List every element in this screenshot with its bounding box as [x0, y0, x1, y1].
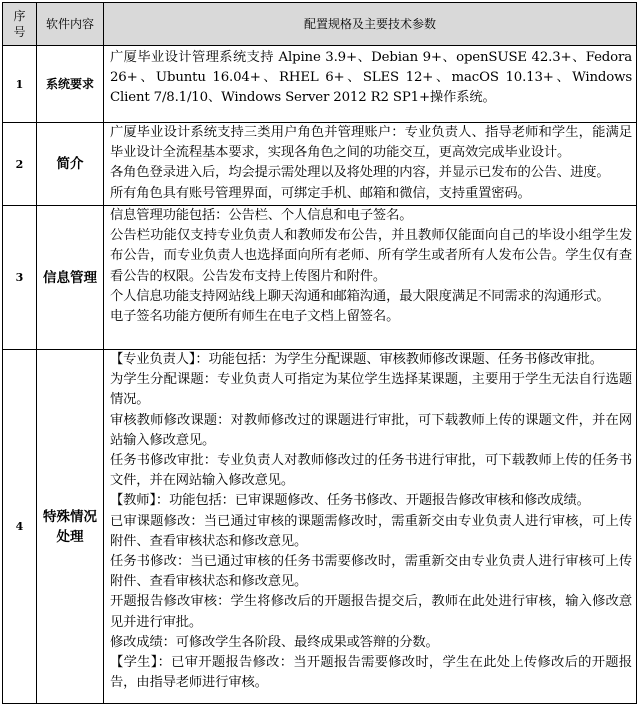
row-name: 系统要求 — [37, 46, 104, 123]
desc-paragraph: 广厦毕业设计系统支持三类用户角色并管理账户：专业负责人、指导老师和学生，能满足毕业设计全流程基本要求，实现各角色之间的功能交互，更高效完成毕业设计。 — [110, 125, 632, 161]
table-row-2 — [3, 123, 637, 206]
header-row — [3, 3, 637, 46]
desc-paragraph: 个人信息功能支持网站线上聊天沟通和邮箱沟通，最大限度满足不同需求的沟通形式。 — [110, 288, 610, 304]
spec-table — [2, 2, 637, 704]
desc-paragraph: 所有角色具有账号管理界面，可绑定手机、邮箱和微信，支持重置密码。 — [110, 185, 531, 201]
desc-paragraph: 修改成绩：可修改学生各阶段、最终成果或答辩的分数。 — [110, 634, 439, 650]
row-desc — [104, 123, 637, 206]
row-number: 4 — [3, 350, 37, 704]
desc-paragraph: 任务书修改：当已通过审核的任务书需要修改时，需重新交由专业负责人进行审核可上传附件、查看审核状态和修改意见。 — [110, 554, 632, 590]
row-number: 2 — [3, 123, 37, 206]
desc-paragraph: 信息管理功能包括：公告栏、个人信息和电子签名。 — [110, 208, 413, 223]
row-name: 信息管理 — [37, 206, 104, 350]
desc-paragraph: 各角色登录进入后，均会提示需处理以及将处理的内容，并显示已发布的公告、进度。 — [110, 165, 610, 181]
desc-paragraph: 【教师】：功能包括：已审课题修改、任务书修改、开题报告修改审核和修改成绩。 — [110, 493, 590, 509]
row-desc — [104, 46, 637, 123]
header-spec: 配置规格及主要技术参数 — [104, 3, 637, 46]
table-row-4 — [3, 350, 637, 704]
desc-paragraph: 广厦毕业设计管理系统支持 Alpine 3.9+、Debian 9+、openSUSE 42.3+、Fedora 26+、Ubuntu 16.04+、RHEL 6+、SLES 12+、macOS 10.13+、Windows Client 7/8.1/10、Windows Server 2012 R2 SP1+操作系统。 — [110, 50, 632, 106]
header-name: 软件内容 — [37, 3, 104, 46]
desc-paragraph: 任务书修改审批：专业负责人对教师修改过的任务书进行审批，可下载教师上传的任务书文件，并在网站输入修改意见。 — [110, 453, 632, 489]
desc-paragraph: 【专业负责人】：功能包括：为学生分配课题、审核教师修改课题、任务书修改审批。 — [110, 352, 603, 367]
desc-paragraph: 审核教师修改课题：对教师修改过的课题进行审批，可下载教师上传的课题文件，并在网站输入修改意见。 — [110, 412, 632, 448]
row-name: 简介 — [37, 123, 104, 206]
row-desc — [104, 206, 637, 350]
desc-paragraph: 公告栏功能仅支持专业负责人和教师发布公告，并且教师仅能面向自己的毕设小组学生发布公告，而专业负责人也选择面向所有老师、所有学生或者所有人发布公告。学生仅有查看公告的权限。公告发布支持上传图片和附件。 — [110, 228, 632, 284]
row-number: 1 — [3, 46, 37, 123]
table-row-3 — [3, 206, 637, 350]
desc-paragraph: 电子签名功能方便所有师生在电子文档上留签名。 — [110, 309, 400, 325]
row-name: 特殊情况处理 — [37, 350, 104, 704]
desc-paragraph: 【学生】：已审开题报告修改：当开题报告需要修改时，学生在此处上传修改后的开题报告，由指导老师进行审核。 — [110, 655, 632, 691]
desc-paragraph: 为学生分配课题：专业负责人可指定为某位学生选择某课题，主要用于学生无法自行选题情况。 — [110, 372, 632, 408]
desc-paragraph: 开题报告修改审核：学生将修改后的开题报告提交后，教师在此处进行审核，输入修改意见并进行审批。 — [110, 594, 632, 630]
header-no: 序号 — [3, 3, 37, 46]
desc-paragraph: 已审课题修改：当已通过审核的课题需修改时，需重新交由专业负责人进行审核，可上传附件、查看审核状态和修改意见。 — [110, 513, 632, 549]
row-number: 3 — [3, 206, 37, 350]
table-row-1 — [3, 46, 637, 123]
row-desc — [104, 350, 637, 704]
